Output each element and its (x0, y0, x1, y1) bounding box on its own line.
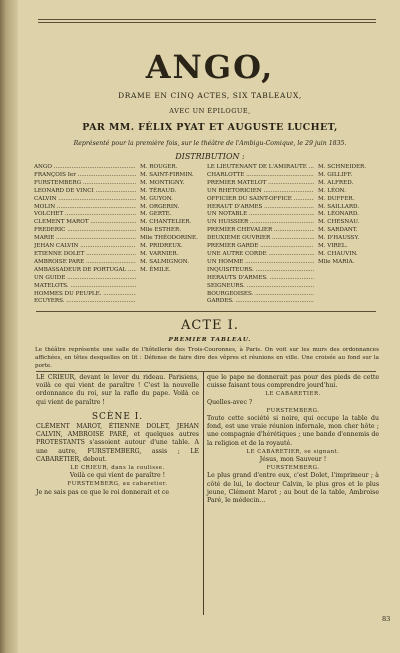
cast-row (34, 275, 204, 283)
cast-actor: M. ORGERIN. (140, 203, 180, 210)
speaker-label: LE CRIEUR, dans la coulisse. (70, 465, 165, 472)
cast-actor: Mlle MARIA. (318, 258, 355, 265)
scene-heading: SCÈNE I. (91, 411, 144, 422)
cast-row (207, 164, 382, 172)
speaker-label: LE CABARETIER, se signant. (246, 448, 340, 455)
cast-row (207, 259, 382, 267)
cast-actor: M. VIREL. (318, 243, 348, 250)
cast-row (34, 172, 204, 180)
cast-role: UN RHÉTORICIEN ..... (207, 188, 314, 196)
cast-actor: M. SAILLARD. (318, 203, 360, 210)
cast-actor: M. LÉON. (318, 187, 346, 194)
cast-row (34, 164, 204, 172)
cast-role: UN HOMME ..... (207, 259, 314, 267)
cast-role: JEHAN CALVIN ..... (34, 243, 136, 251)
cast-role: UN NOTABLE ..... (207, 211, 314, 219)
cast-actor: M. LÉONARD. (318, 211, 359, 218)
cast-actor: M. GUYON. (140, 195, 174, 202)
cast-role: DEUXIÈME OUVRIER ..... (207, 235, 314, 243)
top-rule (38, 19, 376, 20)
cast-row (207, 267, 382, 275)
cast-row (34, 227, 204, 235)
cast-row (207, 291, 382, 299)
cast-actor: M. CHESNAU. (318, 219, 360, 226)
cast-row (207, 172, 382, 180)
cast-role: GARDES. ..... (207, 298, 314, 306)
speech-line: Quelles-avec ? (207, 398, 253, 406)
cast-row (207, 275, 382, 283)
stage-direction: Le théâtre représente une salle de l'hôtellerie des Trois-Couronnes, à Paris. On voit sur les murs des ordonnances affichées, en têtes desquelles on lit : Défense de faire dire des vêpres et réunions en ville. Une croisée au fond sur la porte. (35, 347, 379, 370)
cast-row (207, 251, 382, 259)
cast-row (207, 211, 382, 219)
cast-list-right (207, 164, 382, 306)
top-rule-double (38, 22, 376, 23)
cast-role: MATELOTS. ..... (34, 283, 136, 291)
cast-row (34, 219, 204, 227)
cast-role: PREMIER GARDE ..... (207, 243, 314, 251)
cast-row (34, 196, 204, 204)
cast-row (34, 283, 204, 291)
cast-row (34, 251, 204, 259)
cast-actor: M. VARNIER. (140, 250, 179, 257)
cast-role: ÉTIENNE DOLET ..... (34, 251, 136, 259)
cast-actor: M. D'HAUSSY. (318, 235, 360, 242)
cast-actor: M. GILLIFF. (318, 171, 353, 178)
cast-actor (136, 291, 204, 299)
left-column (36, 374, 199, 497)
cast-actor (136, 283, 204, 291)
distribution-heading: DISTRIBUTION : (175, 152, 245, 161)
speech-line: Jésus, mon Sauveur ! (259, 456, 327, 464)
cast-actor: M. SAINT-FIRMIN. (140, 171, 194, 178)
scene-persons: CLÉMENT MAROT, ÉTIENNE DOLET, JEHAN CALVIN, AMBROISE PARÉ, et quelques autres PROTESTANTS s'assoient autour d'une table. A une autre, FURSTEMBERG, assis ; LE CABARETIER, debout. (36, 423, 199, 463)
cast-role: ANGO ..... (34, 164, 136, 172)
cast-row (34, 211, 204, 219)
cast-role: FURSTEMBERG ..... (34, 180, 136, 188)
act-divider-rule (36, 311, 376, 312)
cast-role: SEIGNEURS. ..... (207, 283, 314, 291)
speech-line: Voilà ce qui vient de paraître ! (69, 472, 166, 480)
right-column (207, 374, 379, 505)
column-top-rule (36, 371, 376, 372)
speaker-label: FURSTEMBERG. (266, 465, 320, 472)
cast-actor: M. ALFRED. (318, 179, 354, 186)
cast-role: PREMIER CHEVALIER ..... (207, 227, 314, 235)
cast-row (207, 283, 382, 291)
cast-row (207, 188, 382, 196)
cast-actor (136, 275, 204, 283)
cast-row (207, 298, 382, 306)
cast-actor: M. GERTE. (140, 211, 172, 218)
premiere-note: Représenté pour la première fois, sur le théâtre de l'Ambigu-Comique, le 29 juin 1835. (73, 140, 347, 147)
cast-role: PREMIER MATELOT ..... (207, 180, 314, 188)
cast-row (207, 227, 382, 235)
speech-paragraph: Le plus grand d'entre eux, c'est Dolet, l'imprimeur ; à côté de lui, le docteur Calvin, le plus gros et le plus jeune, Clément Marot ; au bout de la table, Ambroise Paré, le médecin... (207, 472, 379, 505)
cast-row (34, 291, 204, 299)
cast-row (207, 235, 382, 243)
cast-role: HÉRAUTS D'ARMES. ..... (207, 275, 314, 283)
crieur-paragraph: LE CRIEUR, devant le lever du rideau. Parisiens, voilà ce qui vient de paraître ! C'est la nouvelle ordonnance du roi, sur la rafle du pape. Voilà ce qui vient de paraître ! (36, 374, 199, 406)
page-number: 83 (382, 615, 391, 623)
cast-actor: Mlle ESTHER. (140, 227, 181, 234)
cast-row (34, 298, 204, 306)
tableau-heading: PREMIER TABLEAU. (168, 337, 252, 343)
cast-actor: M. ROUGER. (140, 164, 178, 170)
cast-actor (314, 283, 382, 291)
cast-role: CHARLOTTE ..... (207, 172, 314, 180)
cast-row (207, 196, 382, 204)
cast-row (207, 219, 382, 227)
cast-role: LE LIEUTENANT DE L'AMIRAUTÉ ..... (207, 164, 314, 172)
cast-actor (136, 298, 204, 306)
cast-actor: M. ÉMILE. (140, 266, 171, 273)
play-subtitle: DRAME EN CINQ ACTES, SIX TABLEAUX, (118, 91, 302, 100)
authors-line: PAR MM. FÉLIX PYAT ET AUGUSTE LUCHET, (82, 122, 338, 133)
act-heading: ACTE I. (181, 318, 239, 333)
column-divider (203, 372, 204, 615)
cast-role: FRÉDÉRIC ..... (34, 227, 136, 235)
speech-paragraph: que le pape ne donnerait pas pour des pieds de cette cuisse faisant tous comprendre jourd'hui. (207, 374, 379, 390)
cast-row (34, 243, 204, 251)
cast-role: UN GUIDE ..... (34, 275, 136, 283)
cast-row (207, 243, 382, 251)
speaker-label: LE CABARETIER. (265, 391, 321, 398)
cast-actor: M. DUFFER. (318, 195, 355, 202)
cast-role: AMBASSADEUR DE PORTUGAL ..... (34, 267, 136, 275)
cast-actor: M. CHAUVIN. (318, 250, 358, 257)
cast-role: UNE AUTRE CORDE ..... (207, 251, 314, 259)
cast-role: INQUISITEURS. ..... (207, 267, 314, 275)
cast-actor: M. CHANTELIER. (140, 219, 192, 226)
cast-row (34, 204, 204, 212)
speech-paragraph: Toute cette société si noire, qui occupe la table du fond, est une vraie réunion infernale, mon cher hôte ; une compagnie d'hérétiques ; une bande d'ennemis de la religion et de la royauté. (207, 415, 379, 447)
cast-actor (314, 267, 382, 275)
cast-row (34, 259, 204, 267)
cast-list-left (34, 164, 204, 306)
play-title: ANGO, (145, 48, 275, 86)
cast-role: LÉONARD DE VINCI ..... (34, 188, 136, 196)
cast-row (34, 188, 204, 196)
cast-row (207, 180, 382, 188)
cast-role: VOLCHET ..... (34, 211, 136, 219)
cast-role: OFFICIER DU SAINT-OFFICE ..... (207, 196, 314, 204)
cast-role: MOLIN ..... (34, 204, 136, 212)
cast-row (34, 180, 204, 188)
cast-role: CLÉMENT MAROT ..... (34, 219, 136, 227)
epilogue-line: AVEC UN ÉPILOGUE, (169, 107, 251, 115)
speech-line: Je ne sais pas ce que le roi donnerait et ce (36, 488, 170, 496)
cast-role: HÉRAUT D'ARMES ..... (207, 204, 314, 212)
cast-actor: M. SCHNEIDER. (318, 164, 367, 170)
cast-role: AMBROISE PARÉ ..... (34, 259, 136, 267)
cast-actor: M. SARDANT. (318, 227, 358, 234)
cast-role: UN HUISSIER ..... (207, 219, 314, 227)
cast-actor: M. PRIDREUX. (140, 243, 183, 250)
cast-actor: M. MONTIGNY. (140, 179, 185, 186)
speaker-label: FURSTEMBERG, au cabaretier. (67, 481, 168, 488)
cast-actor (314, 298, 382, 306)
cast-row (34, 235, 204, 243)
cast-role: BOURGEOISES. ..... (207, 291, 314, 299)
book-binding-shadow (0, 0, 18, 653)
cast-actor (314, 291, 382, 299)
cast-role: CALVIN ..... (34, 196, 136, 204)
cast-role: FRANÇOIS Ier ..... (34, 172, 136, 180)
speaker-label: FURSTEMBERG. (266, 407, 320, 414)
cast-actor: M. SALMIGNON. (140, 258, 190, 265)
cast-actor: Mlle THÉODORINE. (140, 235, 198, 242)
cast-actor: M. TÉRAUD. (140, 187, 177, 194)
cast-actor (314, 275, 382, 283)
cast-row (34, 267, 204, 275)
cast-role: HOMMES DU PEUPLE. ..... (34, 291, 136, 299)
cast-role: ÉCUYERS. ..... (34, 298, 136, 306)
cast-role: MARIE ..... (34, 235, 136, 243)
